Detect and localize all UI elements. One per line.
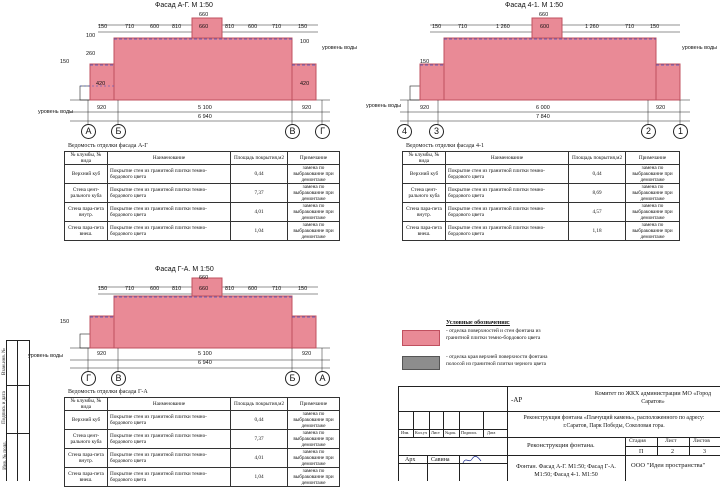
cell: 0,44 bbox=[569, 165, 626, 184]
author-name: Савина bbox=[431, 457, 450, 463]
th: № клумбы, № вида bbox=[65, 398, 108, 411]
th: Примечание bbox=[288, 398, 340, 411]
stamp-col: Подпись bbox=[461, 430, 477, 435]
th: № клумбы, № вида bbox=[65, 152, 108, 165]
axis-marker: 3 bbox=[429, 124, 444, 139]
dim: 710 bbox=[458, 24, 468, 30]
finishing-table-ag bbox=[64, 151, 340, 241]
dim: 1 260 bbox=[585, 24, 599, 30]
legend-item: - отделка края верхней поверхности фонтана полосой из гранитной плитки черного цвета bbox=[446, 354, 548, 367]
axis-marker: Б bbox=[111, 124, 126, 139]
cell: Покрытие стен из гранитной плитки темно-бордового цвета bbox=[108, 203, 231, 222]
cell: замена по выбракованне при демонтаже bbox=[626, 203, 680, 222]
cell: Покрытие стен из гранитной плитки темно-бордового цвета bbox=[446, 203, 569, 222]
level-label: уровень воды bbox=[682, 45, 718, 51]
th: № клумбы, № вида bbox=[403, 152, 446, 165]
dim: 150 bbox=[98, 24, 108, 30]
cell: Покрытие стен из гранитной плитки темно-бордового цвета bbox=[108, 430, 231, 449]
dim: 600 bbox=[150, 24, 160, 30]
dim: 150 bbox=[650, 24, 660, 30]
cell: Покрытие стен из гранитной плитки темно-бордового цвета bbox=[108, 184, 231, 203]
th: Наименование bbox=[108, 398, 231, 411]
doc-code: -АР bbox=[511, 396, 523, 404]
dim: 920 bbox=[420, 105, 430, 111]
th: Наименование bbox=[446, 152, 569, 165]
signature bbox=[461, 455, 483, 465]
sheet-content: Фонтан. Фасад А-Г. М1:50; Фасад Г-А. М1:50; Фасад 4-1. М1:50 bbox=[516, 464, 616, 478]
level-label: уровень воды bbox=[322, 45, 358, 51]
legend-swatch-red bbox=[402, 330, 440, 346]
cell: Покрытие стен из гранитной плитки темно-бордового цвета bbox=[108, 449, 231, 468]
cell: Верхний куб bbox=[65, 411, 108, 430]
dim: 920 bbox=[656, 105, 666, 111]
cell: 7,37 bbox=[231, 184, 288, 203]
dim: 1 260 bbox=[496, 24, 510, 30]
sheets-header: Листов bbox=[693, 438, 710, 444]
cell: замена по выбракованне при демонтаже bbox=[626, 184, 680, 203]
dim: 920 bbox=[97, 105, 107, 111]
finishing-table-ga bbox=[64, 397, 340, 487]
level-label: уровень воды bbox=[366, 103, 402, 109]
dim: 150 bbox=[298, 24, 308, 30]
dim: 420 bbox=[96, 81, 106, 87]
facade-title: Фасад Г-А. М 1:50 bbox=[155, 266, 214, 273]
dim: 6 940 bbox=[198, 360, 212, 366]
table-caption: Ведомость отделки фасада А-Г bbox=[68, 143, 148, 149]
dim: 660 bbox=[199, 286, 209, 292]
cell: замена по выбракованне при демонтаже bbox=[288, 222, 340, 241]
legend-item: - отделка поверхностей и стен фонтана из гранитной плитки темно-бордового цвета bbox=[446, 328, 541, 341]
stamp-col: Изм. bbox=[401, 430, 410, 435]
dim: 5 100 bbox=[198, 351, 212, 357]
title-block bbox=[398, 386, 720, 481]
cell: Верхний куб bbox=[65, 165, 108, 184]
table-caption: Ведомость отделки фасада 4-1 bbox=[406, 143, 484, 149]
axis-marker: В bbox=[285, 124, 300, 139]
stamp-col: Дата bbox=[487, 430, 496, 435]
stamp-col: №док. bbox=[445, 430, 457, 435]
cell: Покрытие стен из гранитной плитки темно-бордового цвета bbox=[108, 468, 231, 487]
dim: 6 000 bbox=[536, 105, 550, 111]
axis-marker: В bbox=[111, 371, 126, 386]
cell: Стена цент-рального куба bbox=[65, 184, 108, 203]
cell: 0,44 bbox=[231, 165, 288, 184]
dim: 810 bbox=[225, 286, 235, 292]
cell: 4,01 bbox=[231, 449, 288, 468]
cell: замена по выбракованне при демонтаже bbox=[288, 468, 340, 487]
dim: 710 bbox=[125, 24, 135, 30]
cell: замена по выбракованне при демонтаже bbox=[288, 411, 340, 430]
dim: 100 bbox=[300, 39, 310, 45]
dim: 810 bbox=[225, 24, 235, 30]
sheets-value: 3 bbox=[703, 449, 706, 455]
dim: 150 bbox=[298, 286, 308, 292]
side-label: Взам.инв. № bbox=[1, 348, 7, 375]
dim: 600 bbox=[540, 24, 550, 30]
cell: Покрытие стен из гранитной плитки темно-бордового цвета bbox=[446, 222, 569, 241]
stamp-col: Лист bbox=[431, 430, 440, 435]
dim-660: 660 bbox=[539, 12, 549, 18]
project-name: Реконструкция фонтана «Плачущий камень», расположенного по адресу: г.Саратов, Парк Победы, Соколовая гора. bbox=[523, 415, 705, 429]
dim-660: 660 bbox=[199, 275, 209, 281]
cell: замена по выбракованне при демонтаже bbox=[288, 165, 340, 184]
cell: 1,18 bbox=[569, 222, 626, 241]
dim: 710 bbox=[272, 24, 282, 30]
stage-header: Стадия bbox=[629, 438, 646, 444]
dim: 710 bbox=[625, 24, 635, 30]
dim: 7 840 bbox=[536, 114, 550, 120]
cell: замена по выбракованне при демонтаже bbox=[288, 430, 340, 449]
level-label: уровень воды bbox=[28, 353, 64, 359]
cell: Стена пара-пета внеш. bbox=[65, 468, 108, 487]
legend-title: Условные обозначения: bbox=[446, 320, 510, 326]
facade-title: Фасад А-Г. М 1:50 bbox=[155, 2, 213, 9]
legend-swatch-gray bbox=[402, 356, 440, 370]
dim: 6 940 bbox=[198, 114, 212, 120]
cell: замена по выбракованне при демонтаже bbox=[288, 184, 340, 203]
organization: ООО "Идеи пространства" bbox=[631, 462, 706, 469]
cell: Покрытие стен из гранитной плитки темно-бордового цвета bbox=[446, 165, 569, 184]
cell: Стена пара-пета внеш. bbox=[65, 222, 108, 241]
axis-marker: 2 bbox=[641, 124, 656, 139]
axis-marker: А bbox=[81, 124, 96, 139]
dim: 810 bbox=[172, 24, 182, 30]
cell: Покрытие стен из гранитной плитки темно-бордового цвета bbox=[108, 222, 231, 241]
cell: замена по выбракованне при демонтаже bbox=[626, 165, 680, 184]
dim: 150 bbox=[420, 59, 430, 65]
subject: Реконструкция фонтана. bbox=[527, 442, 595, 449]
th: Площадь покрытия,м2 bbox=[569, 152, 626, 165]
axis-marker: Б bbox=[285, 371, 300, 386]
cell: замена по выбракованне при демонтаже bbox=[288, 449, 340, 468]
dim: 660 bbox=[199, 24, 209, 30]
cell: 7,37 bbox=[231, 430, 288, 449]
dim: 150 bbox=[60, 59, 70, 65]
dim-660: 660 bbox=[199, 12, 209, 18]
th: Примечание bbox=[288, 152, 340, 165]
finishing-table-41 bbox=[402, 151, 680, 241]
cell: Стена цент-рального куба bbox=[403, 184, 446, 203]
dim: 150 bbox=[60, 319, 70, 325]
dim: 920 bbox=[97, 351, 107, 357]
th: Примечание bbox=[626, 152, 680, 165]
stamp-col: Кол.уч bbox=[415, 430, 427, 435]
sheet-value: 2 bbox=[671, 449, 674, 455]
axis-marker: 1 bbox=[673, 124, 688, 139]
dim: 600 bbox=[150, 286, 160, 292]
table-caption: Ведомость отделки фасада Г-А bbox=[68, 389, 148, 395]
cell: Покрытие стен из гранитной плитки темно-бордового цвета bbox=[446, 184, 569, 203]
cell: Стена пара-пета внутр. bbox=[65, 203, 108, 222]
facade-title: Фасад 4-1. М 1:50 bbox=[505, 2, 564, 9]
side-label: Подпись и дата bbox=[1, 391, 7, 424]
dim: 810 bbox=[172, 286, 182, 292]
sheet-header: Лист bbox=[665, 438, 677, 444]
dim: 260 bbox=[86, 51, 96, 57]
axis-marker: Г bbox=[315, 124, 330, 139]
axis-marker: А bbox=[315, 371, 330, 386]
cell: 8,69 bbox=[569, 184, 626, 203]
dim: 710 bbox=[125, 286, 135, 292]
th: Наименование bbox=[108, 152, 231, 165]
dim: 600 bbox=[248, 286, 258, 292]
cell: 1,04 bbox=[231, 222, 288, 241]
side-strip bbox=[1, 340, 30, 481]
cell: Верхний куб bbox=[403, 165, 446, 184]
cell: 0,44 bbox=[231, 411, 288, 430]
dim: 710 bbox=[272, 286, 282, 292]
dim: 420 bbox=[300, 81, 310, 87]
cell: 4,01 bbox=[231, 203, 288, 222]
cell: Покрытие стен из гранитной плитки темно-бордового цвета bbox=[108, 411, 231, 430]
axis-marker: Г bbox=[81, 371, 96, 386]
cell: Стена пара-пета внеш. bbox=[403, 222, 446, 241]
cell: Стена пара-пета внутр. bbox=[65, 449, 108, 468]
cell: Стена пара-пета внутр. bbox=[403, 203, 446, 222]
role: Арх bbox=[405, 457, 416, 463]
dim: 600 bbox=[248, 24, 258, 30]
client: Комитет по ЖКХ администрации МО «Город Саратов» bbox=[594, 391, 712, 405]
level-label: уровень воды bbox=[38, 109, 74, 115]
axis-marker: 4 bbox=[397, 124, 412, 139]
cell: замена по выбракованне при демонтаже bbox=[288, 203, 340, 222]
cell: замена по выбракованне при демонтаже bbox=[626, 222, 680, 241]
cell: 4,57 bbox=[569, 203, 626, 222]
stage-value: П bbox=[639, 449, 644, 455]
dim: 100 bbox=[86, 33, 96, 39]
cell: Покрытие стен из гранитной плитки темно-бордового цвета bbox=[108, 165, 231, 184]
cell: 1,04 bbox=[231, 468, 288, 487]
cell: Стена цент-рального куба bbox=[65, 430, 108, 449]
dim: 150 bbox=[98, 286, 108, 292]
dim: 920 bbox=[302, 351, 312, 357]
th: Площадь покрытия,м2 bbox=[231, 152, 288, 165]
th: Площадь покрытия,м2 bbox=[231, 398, 288, 411]
dim: 150 bbox=[432, 24, 442, 30]
dim: 920 bbox=[302, 105, 312, 111]
side-label: Инв. № подл. bbox=[2, 441, 8, 470]
dim: 5 100 bbox=[198, 105, 212, 111]
